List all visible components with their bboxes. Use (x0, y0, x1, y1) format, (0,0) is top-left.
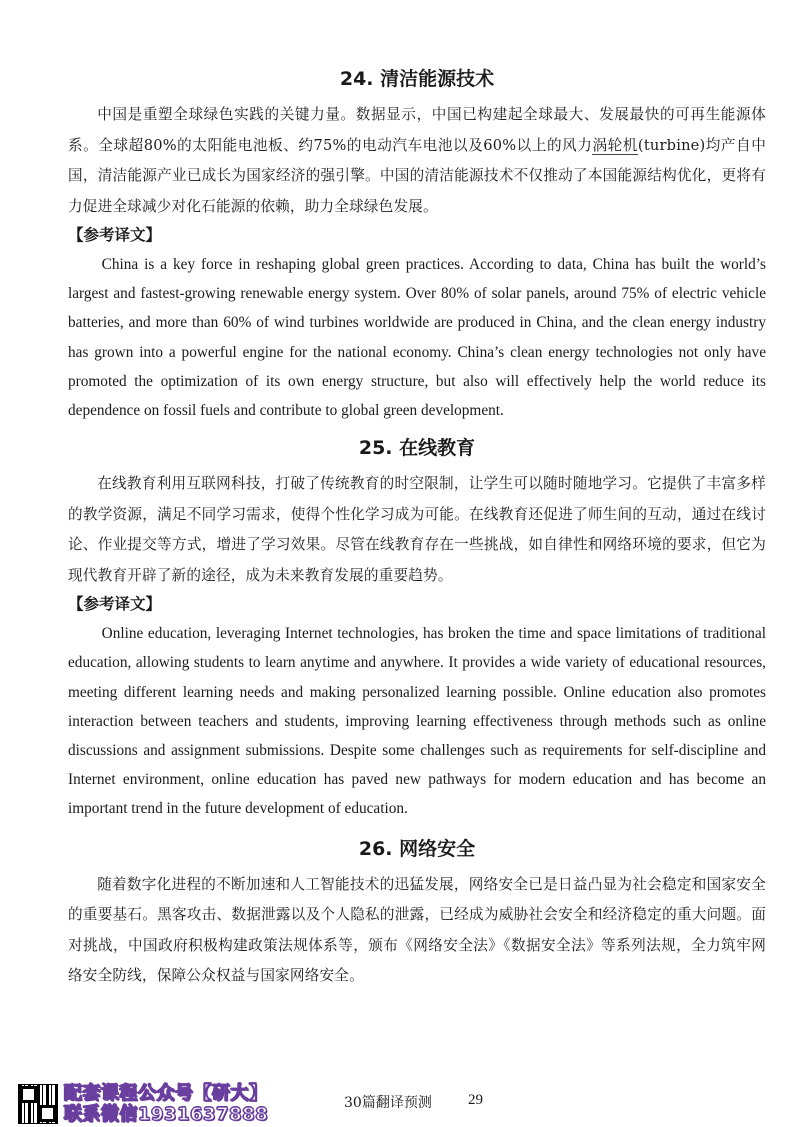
document-page (68, 66, 766, 992)
running-footer-title: 30篇翻译预测 (344, 1095, 432, 1111)
chinese-text: 中国是重塑全球绿色实践的关键力量。数据显示，中国已构建起全球最大、发展最快的可再生能源体系。全球超80%的太阳能电池板、约75%的电动汽车电池以及60%以上的风力 (68, 106, 766, 154)
section-title: 26. 网络安全 (358, 837, 476, 860)
chinese-paragraph: 在线教育利用互联网科技，打破了传统教育的时空限制，让学生可以随时随地学习。它提供了丰富多样的教学资源，满足不同学习需求，使得个性化学习成为可能。在线教育还促进了师生间的互动，通过在线讨论、作业提交等方式，增进了学习效果。尽管在线教育存在一些挑战，如自律性和网络环境的要求，但它为现代教育开辟了新的途径，成为未来教育发展的重要趋势。 (68, 475, 766, 584)
reference-translation-label: 【参考译文】 (68, 226, 162, 244)
page-number: 29 (468, 1092, 483, 1108)
underlined-term: 涡轮机 (592, 136, 638, 154)
english-translation: China is a key force in reshaping global green practices. According to data, China has built the world’s largest and fastest-growing renewable energy system. Over 80% of solar panels, around 75% of electric vehicle batteries, and more than 60% of wind turbines worldwide are produced in China, and the clean energy industry has grown into a powerful engine for the national economy. China’s clean energy technologies not only have promoted the optimization of its own energy structure, but also will effectively help the world reduce its dependence on fossil fuels and contribute to global green development. (68, 256, 766, 420)
watermark-line: 配套课程公众号【研大】 (64, 1083, 268, 1104)
chinese-paragraph (68, 100, 766, 222)
promo-watermark (64, 1083, 268, 1125)
section-title: 25. 在线教育 (358, 437, 476, 460)
watermark-line: 联系微信1931637888 (64, 1104, 269, 1125)
chinese-paragraph: 随着数字化进程的不断加速和人工智能技术的迅猛发展，网络安全已是日益凸显为社会稳定和国家安全的重要基石。黑客攻击、数据泄露以及个人隐私的泄露，已经成为威胁社会安全和经济稳定的重大问题。面对挑战，中国政府积极构建政策法规体系等，颁布《网络安全法》《数据安全法》等系列法规，全力筑牢网络安全防线，保障公众权益与国家网络安全。 (68, 875, 766, 985)
page-footer (0, 1082, 800, 1127)
section-25 (68, 435, 766, 823)
qr-code-icon (18, 1084, 58, 1124)
english-translation: Online education, leveraging Internet technologies, has broken the time and space limitations of traditional education, allowing students to learn anytime and anywhere. It provides a wide variety of educational resources, meeting different learning needs and making personalized learning possible. Online education also promotes interaction between teachers and students, improving learning effectiveness through methods such as online discussions and assignment submissions. Despite some challenges such as requirements for self-discipline and Internet environment, online education has paved new pathways for modern education and has become an important trend in the future development of education. (68, 625, 766, 818)
reference-translation-label: 【参考译文】 (68, 595, 162, 614)
section-title: 24. 清洁能源技术 (339, 68, 495, 90)
section-26 (68, 836, 766, 992)
section-24 (68, 66, 766, 425)
chinese-text: (turbine)均产自中国，清洁能源产业已成长为国家经济的强引擎。中国的清洁能源技术不仅推动了本国能源结构优化，更将有力促进全球减少对化石能源的依赖，助力全球绿色发展。 (68, 136, 767, 215)
